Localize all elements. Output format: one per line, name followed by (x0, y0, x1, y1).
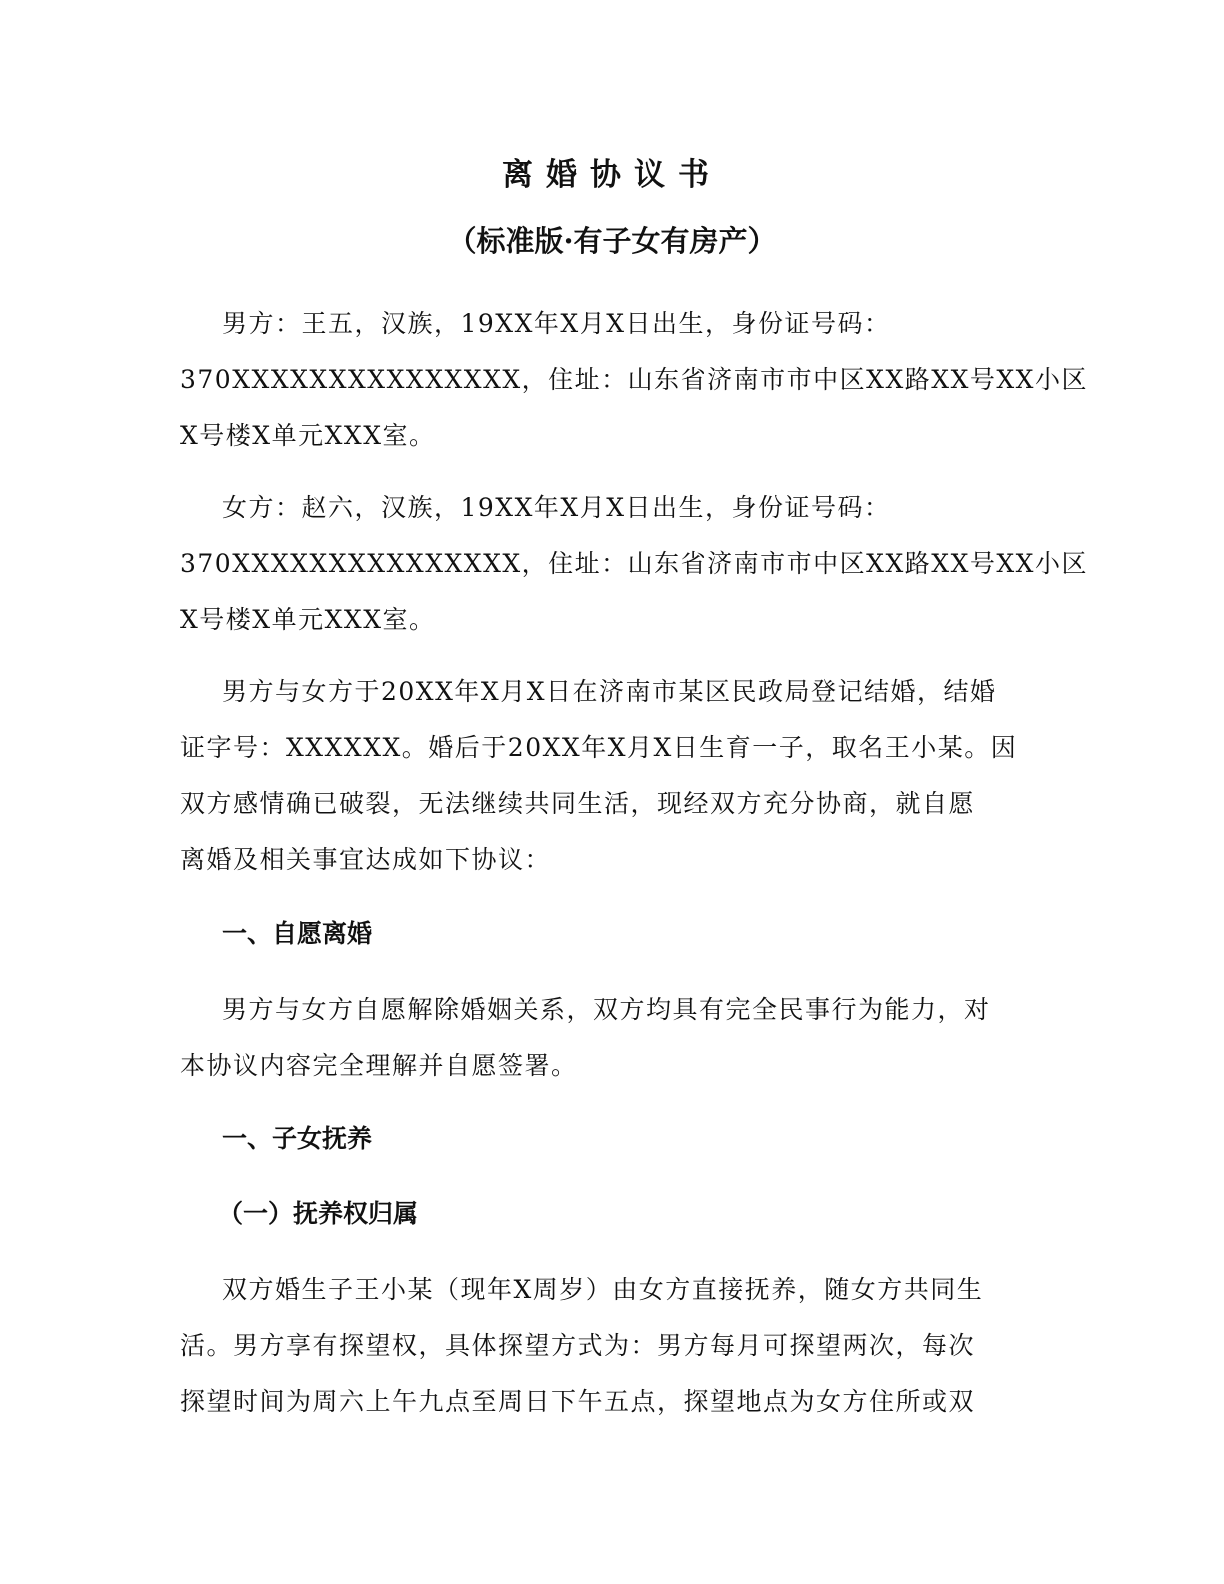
male-party-paragraph (180, 296, 1088, 464)
preamble-line: 双方感情确已破裂，无法继续共同生活，现经双方充分协商，就自愿 (180, 789, 976, 818)
document-subtitle: （标准版·有子女有房产） (447, 224, 777, 258)
female-party-line: 女方：赵六，汉族，19XX年X月X日出生，身份证号码： (222, 493, 891, 522)
male-party-line: X号楼X单元XXX室。 (180, 421, 436, 450)
custody-paragraph (180, 1262, 1030, 1430)
custody-line: 探望时间为周六上午九点至周日下午五点，探望地点为女方住所或双 (180, 1387, 976, 1416)
section-heading-voluntary-divorce: 一、自愿离婚 (222, 919, 373, 948)
preamble-line: 离婚及相关事宜达成如下协议： (180, 845, 552, 874)
male-party-line: 370XXXXXXXXXXXXXXX，住址：山东省济南市市中区XX路XX号XX小区 (180, 365, 1088, 394)
subsection-heading-custody-ownership: （一）抚养权归属 (218, 1199, 419, 1228)
section1-paragraph (180, 982, 1030, 1094)
female-party-line: 370XXXXXXXXXXXXXXX，住址：山东省济南市市中区XX路XX号XX小区 (180, 549, 1088, 578)
custody-line: 双方婚生子王小某（现年X周岁）由女方直接抚养，随女方共同生 (222, 1275, 984, 1304)
section-heading-child-custody: 一、子女抚养 (222, 1124, 373, 1153)
section1-line: 男方与女方自愿解除婚姻关系，双方均具有完全民事行为能力，对 (222, 995, 991, 1024)
custody-line: 活。男方享有探望权，具体探望方式为：男方每月可探望两次，每次 (180, 1331, 976, 1360)
section1-line: 本协议内容完全理解并自愿签署。 (180, 1051, 578, 1080)
document-title: 离婚协议书 (502, 157, 722, 193)
female-party-paragraph (180, 480, 1088, 648)
female-party-line: X号楼X单元XXX室。 (180, 605, 436, 634)
preamble-line: 证字号：XXXXXX。婚后于20XX年X月X日生育一子，取名王小某。因 (180, 733, 1018, 762)
male-party-line: 男方：王五，汉族，19XX年X月X日出生，身份证号码： (222, 309, 891, 338)
preamble-line: 男方与女方于20XX年X月X日在济南市某区民政局登记结婚，结婚 (222, 677, 997, 706)
preamble-paragraph (180, 664, 1030, 888)
